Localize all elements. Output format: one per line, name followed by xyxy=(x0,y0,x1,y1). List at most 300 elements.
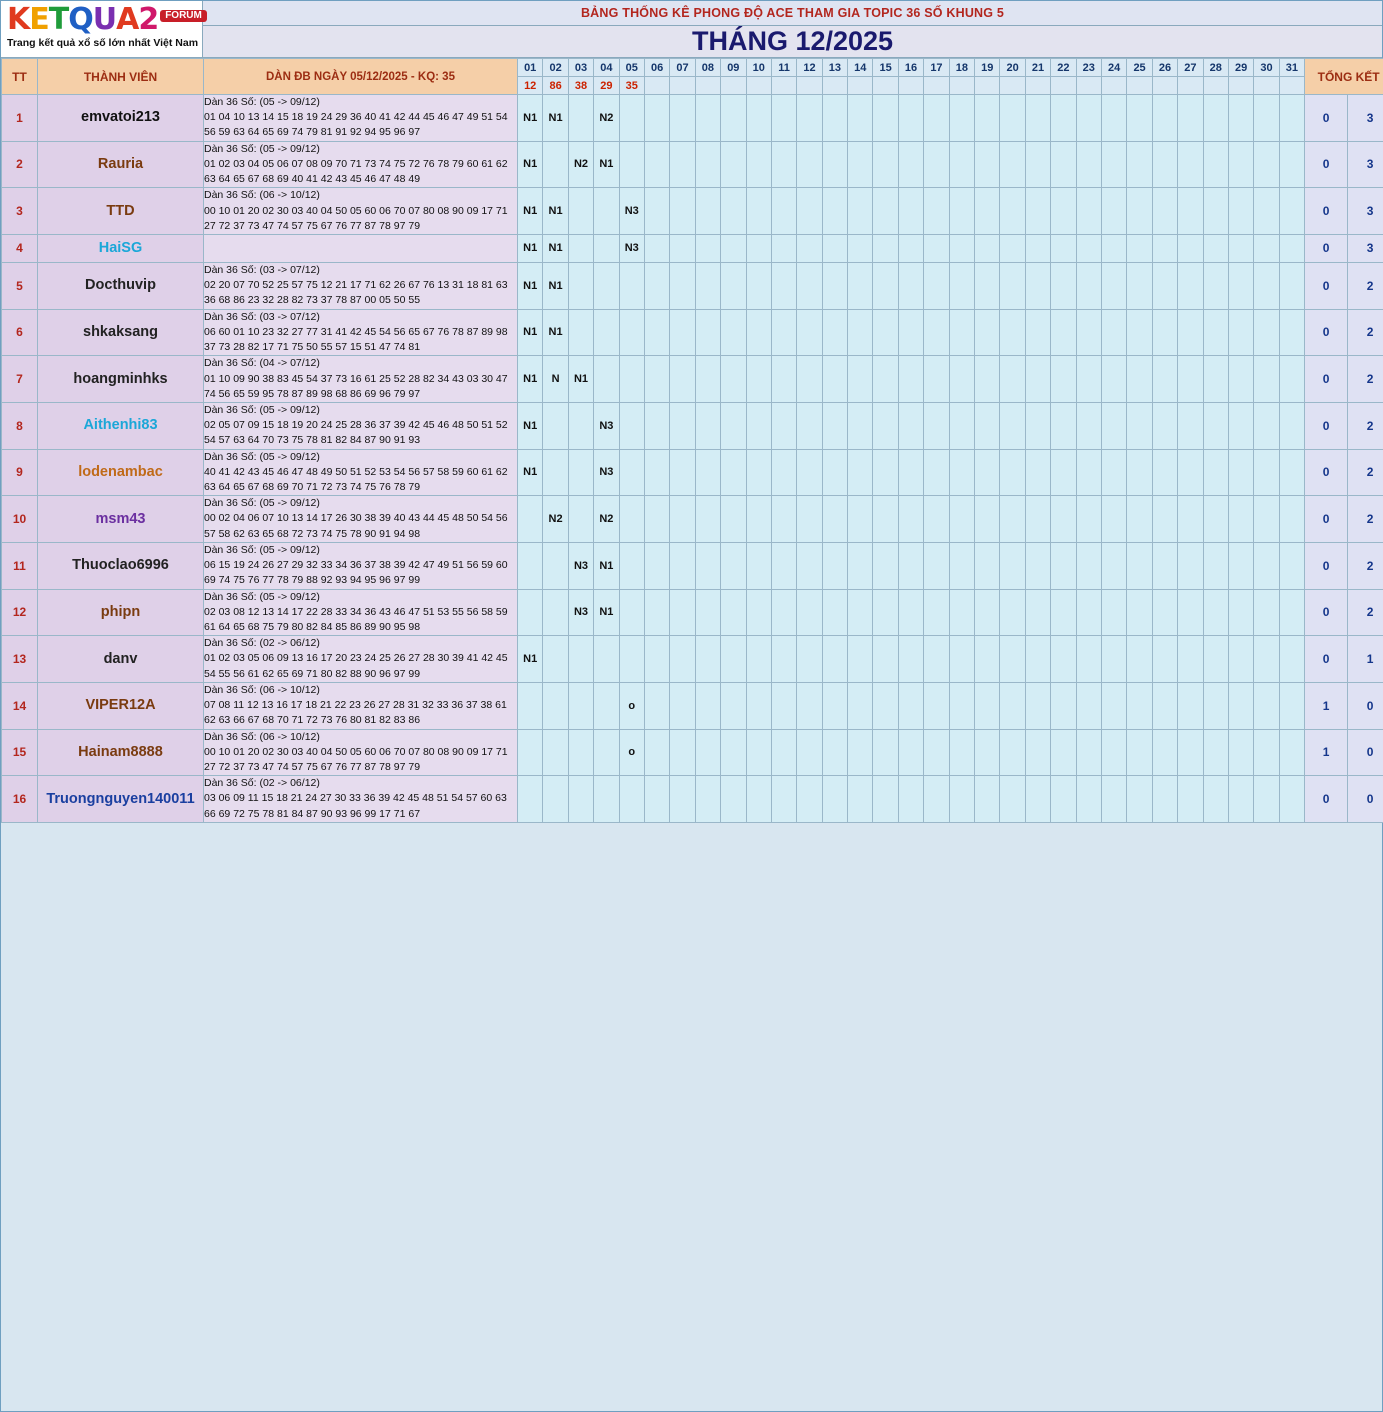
mark-cell-31[interactable] xyxy=(1279,636,1304,683)
mark-cell-06[interactable] xyxy=(644,496,669,543)
mark-cell-22[interactable] xyxy=(1051,95,1076,142)
mark-cell-05[interactable] xyxy=(619,636,644,683)
mark-cell-10[interactable] xyxy=(746,776,771,823)
mark-cell-29[interactable] xyxy=(1228,262,1253,309)
mark-cell-07[interactable] xyxy=(670,682,695,729)
mark-cell-19[interactable] xyxy=(975,234,1000,262)
mark-cell-06[interactable] xyxy=(644,356,669,403)
mark-cell-16[interactable] xyxy=(898,776,923,823)
member-name[interactable]: Truongnguyen140011 xyxy=(38,776,204,823)
mark-cell-13[interactable] xyxy=(822,356,847,403)
mark-cell-11[interactable] xyxy=(771,542,796,589)
mark-cell-06[interactable] xyxy=(644,542,669,589)
mark-cell-25[interactable] xyxy=(1127,188,1152,235)
mark-cell-16[interactable] xyxy=(898,449,923,496)
mark-cell-15[interactable] xyxy=(873,729,898,776)
mark-cell-04[interactable] xyxy=(594,309,619,356)
mark-cell-20[interactable] xyxy=(1000,95,1025,142)
mark-cell-22[interactable] xyxy=(1051,496,1076,543)
mark-cell-13[interactable] xyxy=(822,496,847,543)
mark-cell-15[interactable] xyxy=(873,636,898,683)
mark-cell-03[interactable] xyxy=(568,402,593,449)
mark-cell-02[interactable]: N xyxy=(543,356,568,403)
mark-cell-28[interactable] xyxy=(1203,542,1228,589)
mark-cell-05[interactable] xyxy=(619,542,644,589)
mark-cell-20[interactable] xyxy=(1000,262,1025,309)
mark-cell-09[interactable] xyxy=(721,729,746,776)
mark-cell-29[interactable] xyxy=(1228,729,1253,776)
mark-cell-12[interactable] xyxy=(797,356,822,403)
mark-cell-08[interactable] xyxy=(695,729,720,776)
mark-cell-24[interactable] xyxy=(1101,496,1126,543)
mark-cell-11[interactable] xyxy=(771,589,796,636)
member-name[interactable]: hoangminhks xyxy=(38,356,204,403)
mark-cell-03[interactable] xyxy=(568,234,593,262)
mark-cell-11[interactable] xyxy=(771,234,796,262)
mark-cell-02[interactable]: N1 xyxy=(543,309,568,356)
mark-cell-14[interactable] xyxy=(848,402,873,449)
mark-cell-03[interactable]: N1 xyxy=(568,356,593,403)
mark-cell-26[interactable] xyxy=(1152,95,1177,142)
mark-cell-14[interactable] xyxy=(848,636,873,683)
mark-cell-17[interactable] xyxy=(924,542,949,589)
mark-cell-04[interactable] xyxy=(594,636,619,683)
mark-cell-01[interactable]: N1 xyxy=(518,141,543,188)
mark-cell-14[interactable] xyxy=(848,95,873,142)
mark-cell-21[interactable] xyxy=(1025,309,1050,356)
mark-cell-16[interactable] xyxy=(898,496,923,543)
mark-cell-12[interactable] xyxy=(797,402,822,449)
mark-cell-13[interactable] xyxy=(822,309,847,356)
mark-cell-05[interactable] xyxy=(619,449,644,496)
mark-cell-04[interactable]: N1 xyxy=(594,141,619,188)
mark-cell-31[interactable] xyxy=(1279,262,1304,309)
mark-cell-06[interactable] xyxy=(644,636,669,683)
mark-cell-16[interactable] xyxy=(898,636,923,683)
mark-cell-04[interactable]: N3 xyxy=(594,449,619,496)
mark-cell-19[interactable] xyxy=(975,449,1000,496)
mark-cell-07[interactable] xyxy=(670,95,695,142)
mark-cell-16[interactable] xyxy=(898,542,923,589)
mark-cell-09[interactable] xyxy=(721,234,746,262)
mark-cell-29[interactable] xyxy=(1228,682,1253,729)
mark-cell-26[interactable] xyxy=(1152,729,1177,776)
mark-cell-13[interactable] xyxy=(822,682,847,729)
mark-cell-26[interactable] xyxy=(1152,402,1177,449)
mark-cell-20[interactable] xyxy=(1000,449,1025,496)
mark-cell-26[interactable] xyxy=(1152,234,1177,262)
mark-cell-16[interactable] xyxy=(898,141,923,188)
mark-cell-09[interactable] xyxy=(721,589,746,636)
mark-cell-07[interactable] xyxy=(670,589,695,636)
mark-cell-31[interactable] xyxy=(1279,449,1304,496)
mark-cell-16[interactable] xyxy=(898,356,923,403)
mark-cell-29[interactable] xyxy=(1228,356,1253,403)
mark-cell-23[interactable] xyxy=(1076,729,1101,776)
mark-cell-29[interactable] xyxy=(1228,496,1253,543)
mark-cell-19[interactable] xyxy=(975,356,1000,403)
mark-cell-24[interactable] xyxy=(1101,402,1126,449)
mark-cell-11[interactable] xyxy=(771,636,796,683)
mark-cell-02[interactable]: N1 xyxy=(543,188,568,235)
mark-cell-20[interactable] xyxy=(1000,141,1025,188)
mark-cell-12[interactable] xyxy=(797,262,822,309)
mark-cell-12[interactable] xyxy=(797,188,822,235)
mark-cell-13[interactable] xyxy=(822,402,847,449)
mark-cell-24[interactable] xyxy=(1101,95,1126,142)
mark-cell-12[interactable] xyxy=(797,496,822,543)
mark-cell-19[interactable] xyxy=(975,402,1000,449)
mark-cell-14[interactable] xyxy=(848,496,873,543)
mark-cell-08[interactable] xyxy=(695,188,720,235)
mark-cell-03[interactable] xyxy=(568,95,593,142)
mark-cell-22[interactable] xyxy=(1051,188,1076,235)
mark-cell-23[interactable] xyxy=(1076,141,1101,188)
mark-cell-08[interactable] xyxy=(695,589,720,636)
mark-cell-07[interactable] xyxy=(670,776,695,823)
mark-cell-07[interactable] xyxy=(670,188,695,235)
mark-cell-02[interactable] xyxy=(543,682,568,729)
mark-cell-31[interactable] xyxy=(1279,729,1304,776)
mark-cell-28[interactable] xyxy=(1203,141,1228,188)
mark-cell-30[interactable] xyxy=(1254,776,1279,823)
mark-cell-08[interactable] xyxy=(695,542,720,589)
mark-cell-05[interactable] xyxy=(619,141,644,188)
mark-cell-27[interactable] xyxy=(1178,234,1203,262)
mark-cell-25[interactable] xyxy=(1127,141,1152,188)
mark-cell-06[interactable] xyxy=(644,589,669,636)
mark-cell-11[interactable] xyxy=(771,95,796,142)
mark-cell-24[interactable] xyxy=(1101,234,1126,262)
mark-cell-22[interactable] xyxy=(1051,309,1076,356)
mark-cell-17[interactable] xyxy=(924,356,949,403)
mark-cell-20[interactable] xyxy=(1000,496,1025,543)
mark-cell-21[interactable] xyxy=(1025,356,1050,403)
mark-cell-25[interactable] xyxy=(1127,496,1152,543)
mark-cell-18[interactable] xyxy=(949,402,974,449)
mark-cell-23[interactable] xyxy=(1076,449,1101,496)
mark-cell-31[interactable] xyxy=(1279,589,1304,636)
mark-cell-22[interactable] xyxy=(1051,449,1076,496)
mark-cell-30[interactable] xyxy=(1254,188,1279,235)
mark-cell-30[interactable] xyxy=(1254,95,1279,142)
mark-cell-29[interactable] xyxy=(1228,449,1253,496)
mark-cell-17[interactable] xyxy=(924,141,949,188)
mark-cell-31[interactable] xyxy=(1279,95,1304,142)
mark-cell-08[interactable] xyxy=(695,449,720,496)
mark-cell-06[interactable] xyxy=(644,682,669,729)
mark-cell-17[interactable] xyxy=(924,95,949,142)
mark-cell-07[interactable] xyxy=(670,542,695,589)
mark-cell-14[interactable] xyxy=(848,234,873,262)
mark-cell-27[interactable] xyxy=(1178,589,1203,636)
mark-cell-21[interactable] xyxy=(1025,542,1050,589)
mark-cell-14[interactable] xyxy=(848,589,873,636)
mark-cell-21[interactable] xyxy=(1025,262,1050,309)
mark-cell-01[interactable]: N1 xyxy=(518,636,543,683)
mark-cell-18[interactable] xyxy=(949,95,974,142)
mark-cell-03[interactable] xyxy=(568,449,593,496)
mark-cell-04[interactable] xyxy=(594,262,619,309)
mark-cell-04[interactable] xyxy=(594,682,619,729)
mark-cell-08[interactable] xyxy=(695,496,720,543)
mark-cell-18[interactable] xyxy=(949,496,974,543)
mark-cell-02[interactable]: N1 xyxy=(543,95,568,142)
mark-cell-25[interactable] xyxy=(1127,356,1152,403)
mark-cell-14[interactable] xyxy=(848,309,873,356)
mark-cell-18[interactable] xyxy=(949,449,974,496)
mark-cell-26[interactable] xyxy=(1152,542,1177,589)
mark-cell-15[interactable] xyxy=(873,449,898,496)
mark-cell-26[interactable] xyxy=(1152,188,1177,235)
mark-cell-20[interactable] xyxy=(1000,356,1025,403)
mark-cell-19[interactable] xyxy=(975,309,1000,356)
mark-cell-17[interactable] xyxy=(924,589,949,636)
mark-cell-13[interactable] xyxy=(822,729,847,776)
mark-cell-13[interactable] xyxy=(822,95,847,142)
mark-cell-06[interactable] xyxy=(644,234,669,262)
mark-cell-02[interactable] xyxy=(543,402,568,449)
mark-cell-19[interactable] xyxy=(975,636,1000,683)
mark-cell-27[interactable] xyxy=(1178,262,1203,309)
mark-cell-10[interactable] xyxy=(746,682,771,729)
mark-cell-10[interactable] xyxy=(746,542,771,589)
mark-cell-12[interactable] xyxy=(797,449,822,496)
mark-cell-15[interactable] xyxy=(873,188,898,235)
member-name[interactable]: Aithenhi83 xyxy=(38,402,204,449)
member-name[interactable]: lodenambac xyxy=(38,449,204,496)
mark-cell-08[interactable] xyxy=(695,234,720,262)
mark-cell-31[interactable] xyxy=(1279,309,1304,356)
mark-cell-24[interactable] xyxy=(1101,776,1126,823)
mark-cell-18[interactable] xyxy=(949,262,974,309)
member-name[interactable]: msm43 xyxy=(38,496,204,543)
mark-cell-31[interactable] xyxy=(1279,542,1304,589)
mark-cell-02[interactable] xyxy=(543,542,568,589)
mark-cell-06[interactable] xyxy=(644,95,669,142)
mark-cell-08[interactable] xyxy=(695,776,720,823)
mark-cell-21[interactable] xyxy=(1025,589,1050,636)
mark-cell-10[interactable] xyxy=(746,234,771,262)
mark-cell-21[interactable] xyxy=(1025,729,1050,776)
mark-cell-25[interactable] xyxy=(1127,234,1152,262)
mark-cell-01[interactable]: N1 xyxy=(518,234,543,262)
mark-cell-16[interactable] xyxy=(898,188,923,235)
mark-cell-09[interactable] xyxy=(721,188,746,235)
mark-cell-03[interactable]: N3 xyxy=(568,589,593,636)
mark-cell-15[interactable] xyxy=(873,309,898,356)
mark-cell-03[interactable] xyxy=(568,636,593,683)
mark-cell-10[interactable] xyxy=(746,188,771,235)
mark-cell-12[interactable] xyxy=(797,542,822,589)
mark-cell-27[interactable] xyxy=(1178,776,1203,823)
mark-cell-01[interactable]: N1 xyxy=(518,309,543,356)
mark-cell-07[interactable] xyxy=(670,141,695,188)
mark-cell-18[interactable] xyxy=(949,356,974,403)
mark-cell-15[interactable] xyxy=(873,95,898,142)
mark-cell-03[interactable]: N2 xyxy=(568,141,593,188)
mark-cell-21[interactable] xyxy=(1025,682,1050,729)
mark-cell-28[interactable] xyxy=(1203,356,1228,403)
mark-cell-19[interactable] xyxy=(975,188,1000,235)
mark-cell-02[interactable] xyxy=(543,449,568,496)
mark-cell-20[interactable] xyxy=(1000,402,1025,449)
mark-cell-17[interactable] xyxy=(924,682,949,729)
mark-cell-28[interactable] xyxy=(1203,589,1228,636)
mark-cell-27[interactable] xyxy=(1178,449,1203,496)
mark-cell-04[interactable] xyxy=(594,729,619,776)
mark-cell-16[interactable] xyxy=(898,402,923,449)
mark-cell-16[interactable] xyxy=(898,95,923,142)
mark-cell-25[interactable] xyxy=(1127,262,1152,309)
mark-cell-30[interactable] xyxy=(1254,234,1279,262)
mark-cell-17[interactable] xyxy=(924,234,949,262)
mark-cell-19[interactable] xyxy=(975,141,1000,188)
mark-cell-27[interactable] xyxy=(1178,356,1203,403)
mark-cell-29[interactable] xyxy=(1228,589,1253,636)
mark-cell-12[interactable] xyxy=(797,682,822,729)
mark-cell-04[interactable]: N2 xyxy=(594,95,619,142)
mark-cell-17[interactable] xyxy=(924,496,949,543)
mark-cell-14[interactable] xyxy=(848,729,873,776)
mark-cell-25[interactable] xyxy=(1127,729,1152,776)
mark-cell-01[interactable] xyxy=(518,496,543,543)
mark-cell-16[interactable] xyxy=(898,234,923,262)
mark-cell-19[interactable] xyxy=(975,589,1000,636)
mark-cell-23[interactable] xyxy=(1076,776,1101,823)
mark-cell-13[interactable] xyxy=(822,188,847,235)
mark-cell-23[interactable] xyxy=(1076,496,1101,543)
mark-cell-15[interactable] xyxy=(873,402,898,449)
mark-cell-01[interactable] xyxy=(518,729,543,776)
mark-cell-24[interactable] xyxy=(1101,729,1126,776)
mark-cell-24[interactable] xyxy=(1101,188,1126,235)
mark-cell-03[interactable]: N3 xyxy=(568,542,593,589)
mark-cell-26[interactable] xyxy=(1152,356,1177,403)
member-name[interactable]: Rauria xyxy=(38,141,204,188)
mark-cell-22[interactable] xyxy=(1051,356,1076,403)
mark-cell-14[interactable] xyxy=(848,141,873,188)
mark-cell-09[interactable] xyxy=(721,449,746,496)
mark-cell-21[interactable] xyxy=(1025,496,1050,543)
mark-cell-17[interactable] xyxy=(924,636,949,683)
mark-cell-28[interactable] xyxy=(1203,682,1228,729)
mark-cell-08[interactable] xyxy=(695,309,720,356)
mark-cell-09[interactable] xyxy=(721,141,746,188)
mark-cell-08[interactable] xyxy=(695,141,720,188)
mark-cell-24[interactable] xyxy=(1101,309,1126,356)
mark-cell-01[interactable] xyxy=(518,682,543,729)
mark-cell-20[interactable] xyxy=(1000,682,1025,729)
mark-cell-20[interactable] xyxy=(1000,234,1025,262)
mark-cell-10[interactable] xyxy=(746,356,771,403)
mark-cell-28[interactable] xyxy=(1203,776,1228,823)
member-name[interactable]: VIPER12A xyxy=(38,682,204,729)
mark-cell-27[interactable] xyxy=(1178,496,1203,543)
mark-cell-05[interactable]: N3 xyxy=(619,188,644,235)
mark-cell-15[interactable] xyxy=(873,542,898,589)
mark-cell-14[interactable] xyxy=(848,188,873,235)
mark-cell-25[interactable] xyxy=(1127,776,1152,823)
mark-cell-30[interactable] xyxy=(1254,309,1279,356)
mark-cell-19[interactable] xyxy=(975,262,1000,309)
mark-cell-22[interactable] xyxy=(1051,636,1076,683)
mark-cell-18[interactable] xyxy=(949,729,974,776)
mark-cell-14[interactable] xyxy=(848,682,873,729)
mark-cell-12[interactable] xyxy=(797,589,822,636)
mark-cell-19[interactable] xyxy=(975,729,1000,776)
mark-cell-10[interactable] xyxy=(746,496,771,543)
member-name[interactable]: emvatoi213 xyxy=(38,95,204,142)
mark-cell-23[interactable] xyxy=(1076,188,1101,235)
mark-cell-05[interactable] xyxy=(619,496,644,543)
mark-cell-15[interactable] xyxy=(873,234,898,262)
mark-cell-19[interactable] xyxy=(975,496,1000,543)
mark-cell-10[interactable] xyxy=(746,95,771,142)
mark-cell-06[interactable] xyxy=(644,262,669,309)
mark-cell-29[interactable] xyxy=(1228,402,1253,449)
mark-cell-01[interactable]: N1 xyxy=(518,188,543,235)
mark-cell-08[interactable] xyxy=(695,636,720,683)
mark-cell-22[interactable] xyxy=(1051,262,1076,309)
mark-cell-01[interactable]: N1 xyxy=(518,95,543,142)
mark-cell-18[interactable] xyxy=(949,309,974,356)
mark-cell-10[interactable] xyxy=(746,309,771,356)
mark-cell-29[interactable] xyxy=(1228,141,1253,188)
mark-cell-22[interactable] xyxy=(1051,776,1076,823)
mark-cell-21[interactable] xyxy=(1025,188,1050,235)
mark-cell-11[interactable] xyxy=(771,496,796,543)
mark-cell-04[interactable]: N2 xyxy=(594,496,619,543)
mark-cell-22[interactable] xyxy=(1051,141,1076,188)
mark-cell-31[interactable] xyxy=(1279,496,1304,543)
mark-cell-27[interactable] xyxy=(1178,729,1203,776)
mark-cell-07[interactable] xyxy=(670,496,695,543)
mark-cell-13[interactable] xyxy=(822,589,847,636)
mark-cell-24[interactable] xyxy=(1101,542,1126,589)
mark-cell-27[interactable] xyxy=(1178,682,1203,729)
mark-cell-18[interactable] xyxy=(949,682,974,729)
mark-cell-28[interactable] xyxy=(1203,729,1228,776)
mark-cell-07[interactable] xyxy=(670,356,695,403)
member-name[interactable]: Hainam8888 xyxy=(38,729,204,776)
mark-cell-21[interactable] xyxy=(1025,402,1050,449)
mark-cell-13[interactable] xyxy=(822,262,847,309)
mark-cell-05[interactable] xyxy=(619,402,644,449)
mark-cell-24[interactable] xyxy=(1101,262,1126,309)
mark-cell-25[interactable] xyxy=(1127,402,1152,449)
mark-cell-17[interactable] xyxy=(924,309,949,356)
mark-cell-25[interactable] xyxy=(1127,95,1152,142)
mark-cell-30[interactable] xyxy=(1254,262,1279,309)
mark-cell-19[interactable] xyxy=(975,776,1000,823)
mark-cell-13[interactable] xyxy=(822,636,847,683)
mark-cell-10[interactable] xyxy=(746,262,771,309)
mark-cell-05[interactable] xyxy=(619,356,644,403)
mark-cell-18[interactable] xyxy=(949,234,974,262)
mark-cell-01[interactable]: N1 xyxy=(518,356,543,403)
mark-cell-20[interactable] xyxy=(1000,776,1025,823)
mark-cell-06[interactable] xyxy=(644,402,669,449)
mark-cell-28[interactable] xyxy=(1203,449,1228,496)
mark-cell-12[interactable] xyxy=(797,636,822,683)
mark-cell-22[interactable] xyxy=(1051,542,1076,589)
mark-cell-07[interactable] xyxy=(670,234,695,262)
mark-cell-12[interactable] xyxy=(797,234,822,262)
mark-cell-23[interactable] xyxy=(1076,262,1101,309)
mark-cell-15[interactable] xyxy=(873,776,898,823)
mark-cell-02[interactable] xyxy=(543,729,568,776)
